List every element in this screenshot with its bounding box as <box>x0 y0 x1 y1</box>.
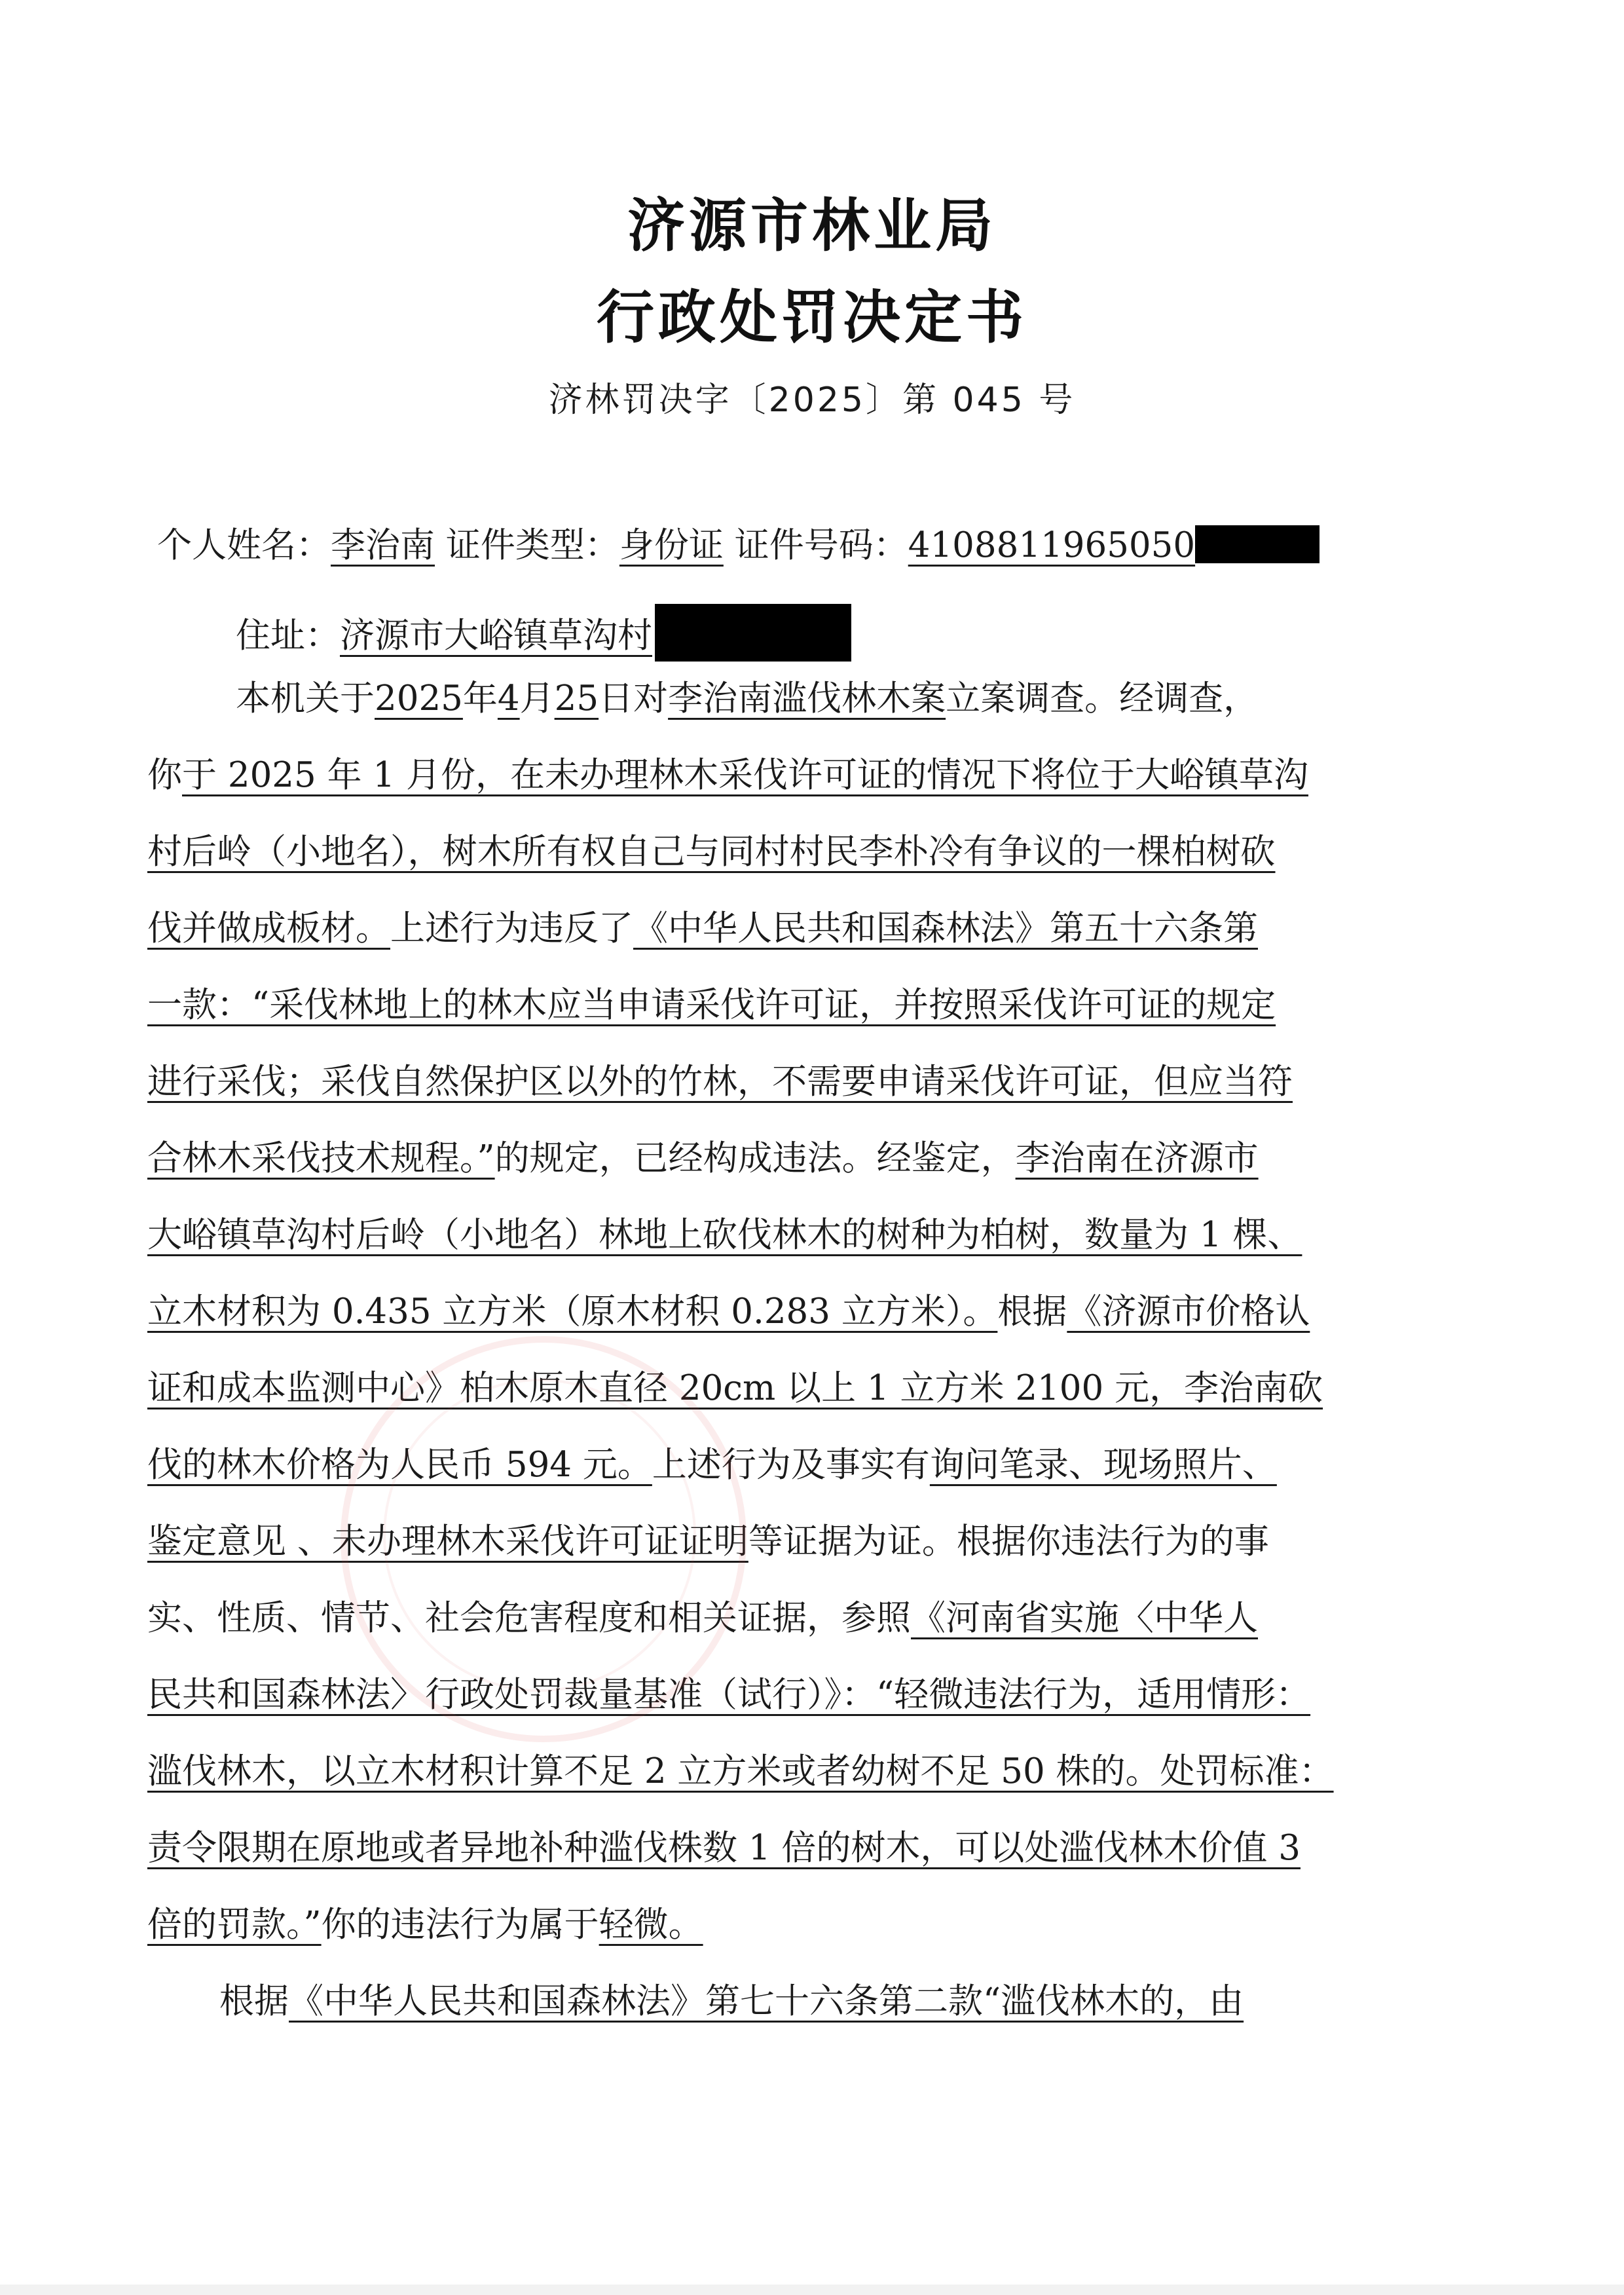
party-id-line <box>157 525 1320 563</box>
underlined-run: 责令限期在原地或者异地补种滥伐株数 1 倍的树木，可以处滥伐林木价值 3 <box>147 1828 1301 1868</box>
case-month: 4 <box>497 679 520 718</box>
body-line-11 <box>147 1445 1277 1485</box>
id-number-label: 证件号码： <box>734 525 908 565</box>
id-number-value: 4108811965050 <box>908 525 1196 565</box>
text-run: 你的违法行为属于 <box>321 1905 599 1945</box>
body-line-1 <box>236 681 1258 716</box>
text-run: 根据 <box>997 1292 1067 1332</box>
case-year: 2025 <box>375 679 463 718</box>
scan-bottom-edge <box>0 2285 1624 2295</box>
underlined-run: 合林木采伐技术规程。” <box>147 1138 495 1178</box>
body-line-17 <box>147 1905 703 1945</box>
underlined-run: 进行采伐；采伐自然保护区以外的竹林，不需要申请采伐许可证，但应当符 <box>147 1062 1293 1102</box>
text-run: 年 <box>462 679 498 718</box>
text-run: 日对 <box>599 679 669 718</box>
text-run: 上述行为违反了 <box>390 908 633 948</box>
text-run: 立案调查。经调查， <box>946 679 1259 718</box>
body-line-14 <box>147 1675 1311 1715</box>
underlined-run: 《中华人民共和国森林法》第五十六条第 <box>633 908 1258 948</box>
text-run: 本机关于 <box>236 679 375 718</box>
redaction-bar <box>1195 525 1320 563</box>
underlined-run: 滥伐林木，以立木材积计算不足 2 立方米或者幼树不足 50 株的。处罚标准： <box>147 1751 1334 1791</box>
underlined-run: 伐并做成板材。 <box>147 908 390 948</box>
case-name: 李治南滥伐林木案 <box>668 679 946 718</box>
body-line-4 <box>147 908 1258 948</box>
body-line-6 <box>147 1062 1293 1102</box>
text-run: 根据 <box>219 1981 289 2021</box>
underlined-run: 民共和国森林法〉行政处罚裁量基准（试行）》：“轻微违法行为，适用情形： <box>147 1675 1311 1715</box>
body-line-15 <box>147 1751 1334 1791</box>
underlined-run: 村后岭（小地名），树木所有权自己与同村村民李朴冷有争议的一棵柏树砍 <box>147 832 1276 872</box>
body-line-9 <box>147 1292 1310 1332</box>
id-type-value: 身份证 <box>619 525 724 565</box>
underlined-run: 询问笔录、现场照片、 <box>929 1445 1277 1485</box>
underlined-run: 《河南省实施〈中华人 <box>911 1598 1258 1638</box>
underlined-run: 《中华人民共和国森林法》第七十六条第二款“滥伐林木的，由 <box>289 1981 1244 2021</box>
text-run: 的规定，已经构成违法。经鉴定， <box>494 1138 1016 1178</box>
body-line-16 <box>147 1828 1301 1868</box>
name-label: 个人姓名： <box>157 525 331 565</box>
underlined-run: 一款：“采伐林地上的林木应当申请采伐许可证，并按照采伐许可证的规定 <box>147 985 1276 1025</box>
underlined-run: 伐的林木价格为人民币 594 元。 <box>147 1445 652 1485</box>
underlined-run: 于 2025 年 1 月份，在未办理林木采伐许可证的情况下将位于大峪镇草沟 <box>182 755 1308 795</box>
body-line-18 <box>219 1981 1244 2021</box>
body-line-3 <box>147 832 1276 872</box>
underlined-run: 证和成本监测中心》柏木原木直径 20cm 以上 1 立方米 2100 元，李治南砍 <box>147 1368 1323 1408</box>
underlined-run: 李治南在济源市 <box>1015 1138 1259 1178</box>
underlined-run: 鉴定意见 、未办理林木采伐许可证证明 <box>147 1521 748 1561</box>
underlined-run: 立木材积为 0.435 立方米（原木材积 0.283 立方米）。 <box>147 1292 998 1332</box>
document-number: 济林罚决字〔2025〕第 045 号 <box>548 381 1076 420</box>
id-type-label: 证件类型： <box>445 525 619 565</box>
issuing-agency-title: 济源市林业局 <box>627 191 997 259</box>
underlined-run: 《济源市价格认 <box>1067 1292 1310 1332</box>
body-line-10 <box>147 1368 1323 1408</box>
underlined-run: 轻微。 <box>599 1905 703 1945</box>
party-address-line <box>236 604 851 662</box>
party-name: 李治南 <box>331 525 435 565</box>
body-line-12 <box>147 1521 1269 1561</box>
body-line-2 <box>147 755 1308 795</box>
address-label: 住址： <box>236 616 340 656</box>
underlined-run: 大峪镇草沟村后岭（小地名）林地上砍伐林木的树种为柏树，数量为 1 棵、 <box>147 1215 1302 1255</box>
underlined-run: 倍的罚款。” <box>147 1905 322 1945</box>
body-line-5 <box>147 985 1276 1025</box>
body-line-8 <box>147 1215 1302 1255</box>
body-line-7 <box>147 1138 1259 1178</box>
redaction-bar <box>655 604 851 662</box>
document-type-title: 行政处罚决定书 <box>596 283 1027 351</box>
text-run: 你 <box>147 755 182 795</box>
text-run: 实、性质、情节、社会危害程度和相关证据，参照 <box>147 1598 911 1638</box>
text-run: 等证据为证。根据你违法行为的事 <box>748 1521 1269 1561</box>
address-value: 济源市大峪镇草沟村 <box>340 616 652 656</box>
body-line-13 <box>147 1598 1258 1638</box>
case-day: 25 <box>554 679 599 718</box>
text-run: 月 <box>519 679 555 718</box>
text-run: 上述行为及事实有 <box>652 1445 930 1485</box>
